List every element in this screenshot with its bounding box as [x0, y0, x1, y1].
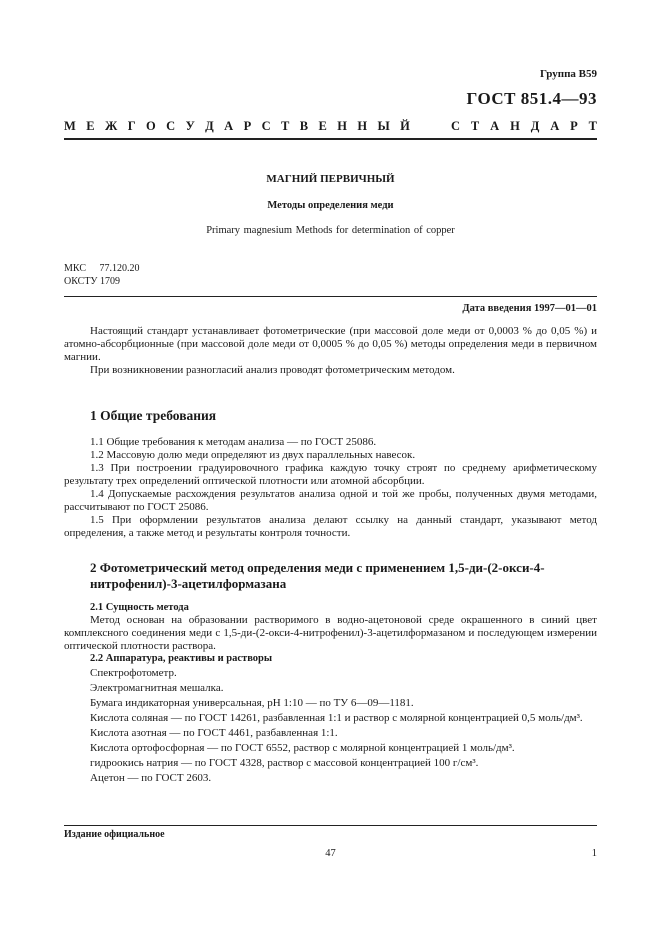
subsection-2-1-heading: 2.1 Сущность метода [90, 602, 189, 613]
group-code: Группа В59 [539, 68, 597, 80]
okstu-code: ОКСТУ 1709 [64, 276, 121, 287]
reagent-item: Ацетон — по ГОСТ 2603. [90, 772, 212, 784]
interstate-standard-banner [64, 119, 597, 134]
banner-letter: Е [86, 119, 95, 133]
page-number-center: 47 [325, 848, 336, 859]
document-subtitle: Методы определения меди [267, 200, 394, 211]
banner-letter: Г [127, 119, 136, 133]
page-number-right: 1 [591, 848, 597, 859]
clause-1-5: 1.5 При оформлении результатов анализа делают ссылку на данный стандарт, указывают метод определения, а также метод и результаты контроля точности. [64, 514, 597, 539]
section-1-heading: 1 Общие требования [90, 408, 217, 423]
banner-letter: Т [588, 119, 597, 133]
mks-value: 77.120.20 [99, 263, 140, 274]
banner-letter: Й [400, 119, 410, 133]
banner-letter: У [185, 119, 195, 133]
standard-number: ГОСТ 851.4—93 [466, 89, 597, 108]
banner-letter: Д [205, 119, 214, 133]
banner-word-standard [451, 119, 597, 134]
subsection-2-1-body [64, 614, 597, 653]
reagent-item: гидроокись натрия — по ГОСТ 4328, раствор с массовой концентрацией 100 г/см³. [90, 757, 479, 769]
method-essence-text: Метод основан на образовании растворимого в водно-ацетоновой среде окрашенного в синий цвет комплексного соединения меди с 1,5-ди-(2-окси-4-нитрофенил)-3-ацетилформазаном и последующем измерении оптической плотности раствора. [64, 614, 597, 652]
mks-label: МКС [64, 263, 86, 274]
intro-paragraph: Настоящий стандарт устанавливает фотометрические (при массовой доле меди от 0,0003 % до 0,05 %) и атомно-абсорбционные (при массовой доле меди от 0,0005 % до 0,05 %) методы определения меди в первичном магнии. [64, 325, 597, 363]
introduction-date: Дата введения 1997—01—01 [462, 303, 597, 314]
intro-paragraph: При возникновении разногласий анализ проводят фотометрическим методом. [90, 364, 455, 376]
section-1-body [64, 436, 597, 540]
reagent-item: Электромагнитная мешалка. [90, 682, 224, 694]
top-rule [64, 138, 597, 140]
banner-letter: С [451, 119, 461, 133]
banner-letter: С [261, 119, 271, 133]
banner-letter: Р [243, 119, 252, 133]
reagent-item: Кислота соляная — по ГОСТ 14261, разбавленная 1:1 и раствор с молярной концентрацией 0,5 моль/дм³. [90, 712, 583, 724]
banner-letter: Ы [377, 119, 390, 133]
banner-letter: Т [281, 119, 290, 133]
banner-letter: Е [318, 119, 327, 133]
banner-letter: Т [470, 119, 480, 133]
clause-1-4: 1.4 Допускаемые расхождения результатов анализа одной и той же пробы, полученных двумя методами, рассчитывают по ГОСТ 25086. [64, 488, 597, 513]
middle-rule [64, 296, 597, 297]
banner-letter: Р [570, 119, 578, 133]
footer-rule [64, 825, 597, 826]
reagent-item: Кислота ортофосфорная — по ГОСТ 6552, раствор с молярной концентрацией 1 моль/дм³. [90, 742, 515, 754]
intro-block [64, 325, 597, 377]
banner-letter: О [146, 119, 156, 133]
banner-letter: Н [510, 119, 520, 133]
clause-1-2: 1.2 Массовую долю меди определяют из двух параллельных навесок. [90, 449, 416, 461]
subsection-2-2-heading: 2.2 Аппаратура, реактивы и растворы [90, 653, 273, 664]
banner-letter: Н [357, 119, 368, 133]
section-2-heading: 2 Фотометрический метод определения меди с применением 1,5-ди-(2-окси-4-нитрофенил)-3-ацетилформазана [90, 560, 545, 591]
reagents-list [64, 667, 597, 785]
reagent-item: Кислота азотная — по ГОСТ 4461, разбавленная 1:1. [90, 727, 338, 739]
banner-letter: Ж [104, 119, 118, 133]
banner-word-interstate [64, 119, 410, 134]
reagent-item: Спектрофотометр. [90, 667, 177, 679]
banner-letter: В [299, 119, 309, 133]
clause-1-1: 1.1 Общие требования к методам анализа — по ГОСТ 25086. [90, 436, 377, 448]
classification-codes [64, 262, 140, 288]
banner-letter: М [64, 119, 76, 133]
reagent-item: Бумага индикаторная универсальная, pH 1:10 — по ТУ 6—09—1181. [90, 697, 414, 709]
document-title: МАГНИЙ ПЕРВИЧНЫЙ [266, 173, 395, 185]
banner-letter: Д [530, 119, 540, 133]
banner-letter: С [166, 119, 176, 133]
clause-1-3: 1.3 При построении градуировочного графика каждую точку строят по среднему арифметическому результату трех определений оптической плотности или атомной абсорбции. [64, 462, 597, 487]
english-title: Primary magnesium Methods for determination of copper [206, 225, 455, 236]
banner-letter: А [550, 119, 560, 133]
banner-letter: Н [337, 119, 347, 133]
banner-letter: А [224, 119, 234, 133]
banner-letter: А [490, 119, 500, 133]
official-edition-label: Издание официальное [64, 829, 165, 840]
